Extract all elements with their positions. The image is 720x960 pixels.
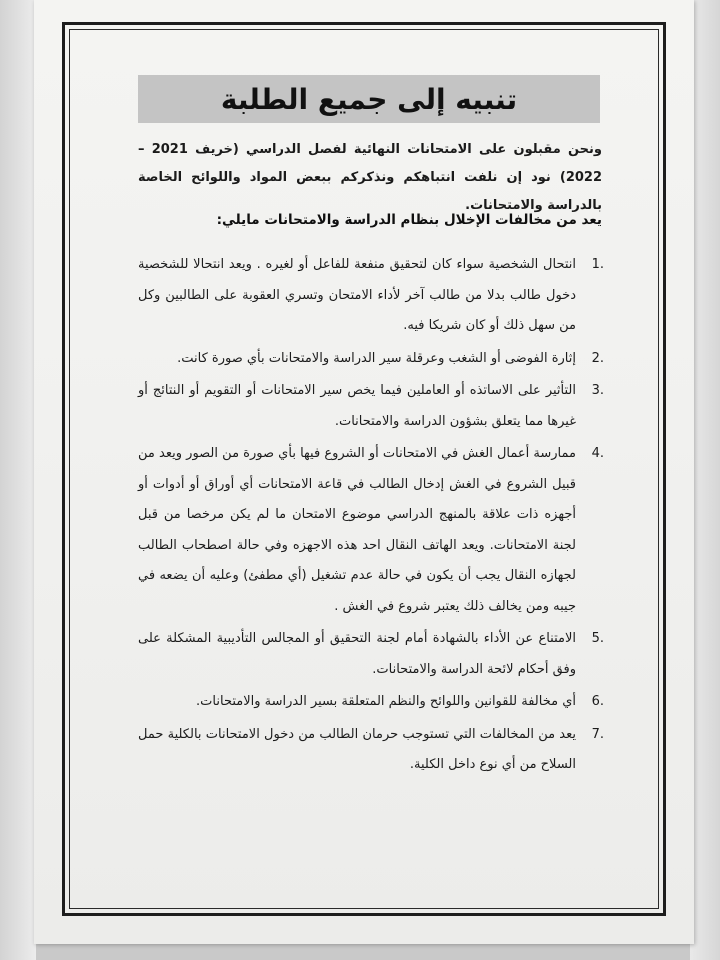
intro-paragraph: ونحن مقبلون على الامتحانات النهائية لفصل الدراسي (خريف 2021 – 2022) نود إن نلفت انتباهكم ونذكركم ببعض المواد واللوائح الخاصة بالدراسة والامتحانات. — [138, 142, 602, 213]
list-item — [138, 344, 604, 375]
list-item-text: أي مخالفة للقوانين واللوائح والنظم المتعلقة بسير الدراسة والامتحانات. — [196, 694, 576, 709]
list-item-number: 7. — [591, 726, 604, 742]
list-item-text: إثارة الفوضى أو الشغب وعرقلة سير الدراسة والامتحانات بأي صورة كانت. — [177, 350, 576, 366]
violations-heading: يعد من مخالفات الإخلال بنظام الدراسة والامتحانات مايلي: — [216, 212, 602, 228]
list-item-text: انتحال الشخصية سواء كان لتحقيق منفعة للفاعل أو لغيره . ويعد انتحالا للشخصية دخول طالب بدلا من طالب آخر لأداء الامتحان وتسري العقوبة على الطالبين وكل من سهل ذلك أو كان شريكا فيه. — [138, 257, 576, 333]
list-item — [138, 250, 604, 342]
list-item-number: 4. — [591, 446, 604, 461]
list-item-text: الامتناع عن الأداء بالشهادة أمام لجنة التحقيق أو المجالس التأديبية المشكلة على وفق أحكام لائحة الدراسة والامتحانات. — [138, 631, 576, 677]
list-item — [138, 687, 604, 718]
list-item-number: 3. — [591, 383, 604, 398]
list-item-number: 2. — [591, 350, 604, 366]
list-item-text: يعد من المخالفات التي تستوجب حرمان الطالب من دخول الامتحانات بالكلية حمل السلاح من أي نوع داخل الكلية. — [138, 726, 576, 772]
list-item — [138, 624, 604, 685]
title-band — [138, 75, 600, 123]
list-item-number: 5. — [591, 631, 604, 646]
photo-background-left — [0, 0, 36, 960]
list-item-text: ممارسة أعمال الغش في الامتحانات أو الشروع فيها بأي صورة من الصور ويعد من قبيل الشروع في الغش إدخال الطالب في قاعة الامتحانات أي أوراق أو أدوات أو أجهزه ذات علاقة بالمنهج الدراسي موضوع الامتحان ما لم يكن مرخصا من قبل لجنة الامتحانات. ويعد الهاتف النقال احد هذه الاجهزه وفي حالة اصطحاب الطالب لجهازه النقال يجب أن يكون في حالة عدم تشغيل (أي مطفئ) وعليه أن يضعه في جيبه ومن يخالف ذلك يعتبر شروع في الغش . — [138, 446, 576, 614]
list-item-text: التأثير على الاساتذه أو العاملين فيما يخص سير الامتحانات أو التقويم أو النتائج أو غيرها مما يتعلق بشؤون الدراسة والامتحانات. — [138, 383, 576, 429]
list-item-number: 1. — [591, 257, 604, 272]
list-item-number: 6. — [591, 694, 604, 709]
violations-list — [138, 250, 604, 783]
list-item — [138, 439, 604, 622]
list-item — [138, 376, 604, 437]
list-item — [138, 720, 604, 781]
paper-sheet — [34, 0, 694, 944]
page-title: تنبيه إلى جميع الطلبة — [220, 82, 518, 116]
photo-background-right — [690, 0, 720, 960]
